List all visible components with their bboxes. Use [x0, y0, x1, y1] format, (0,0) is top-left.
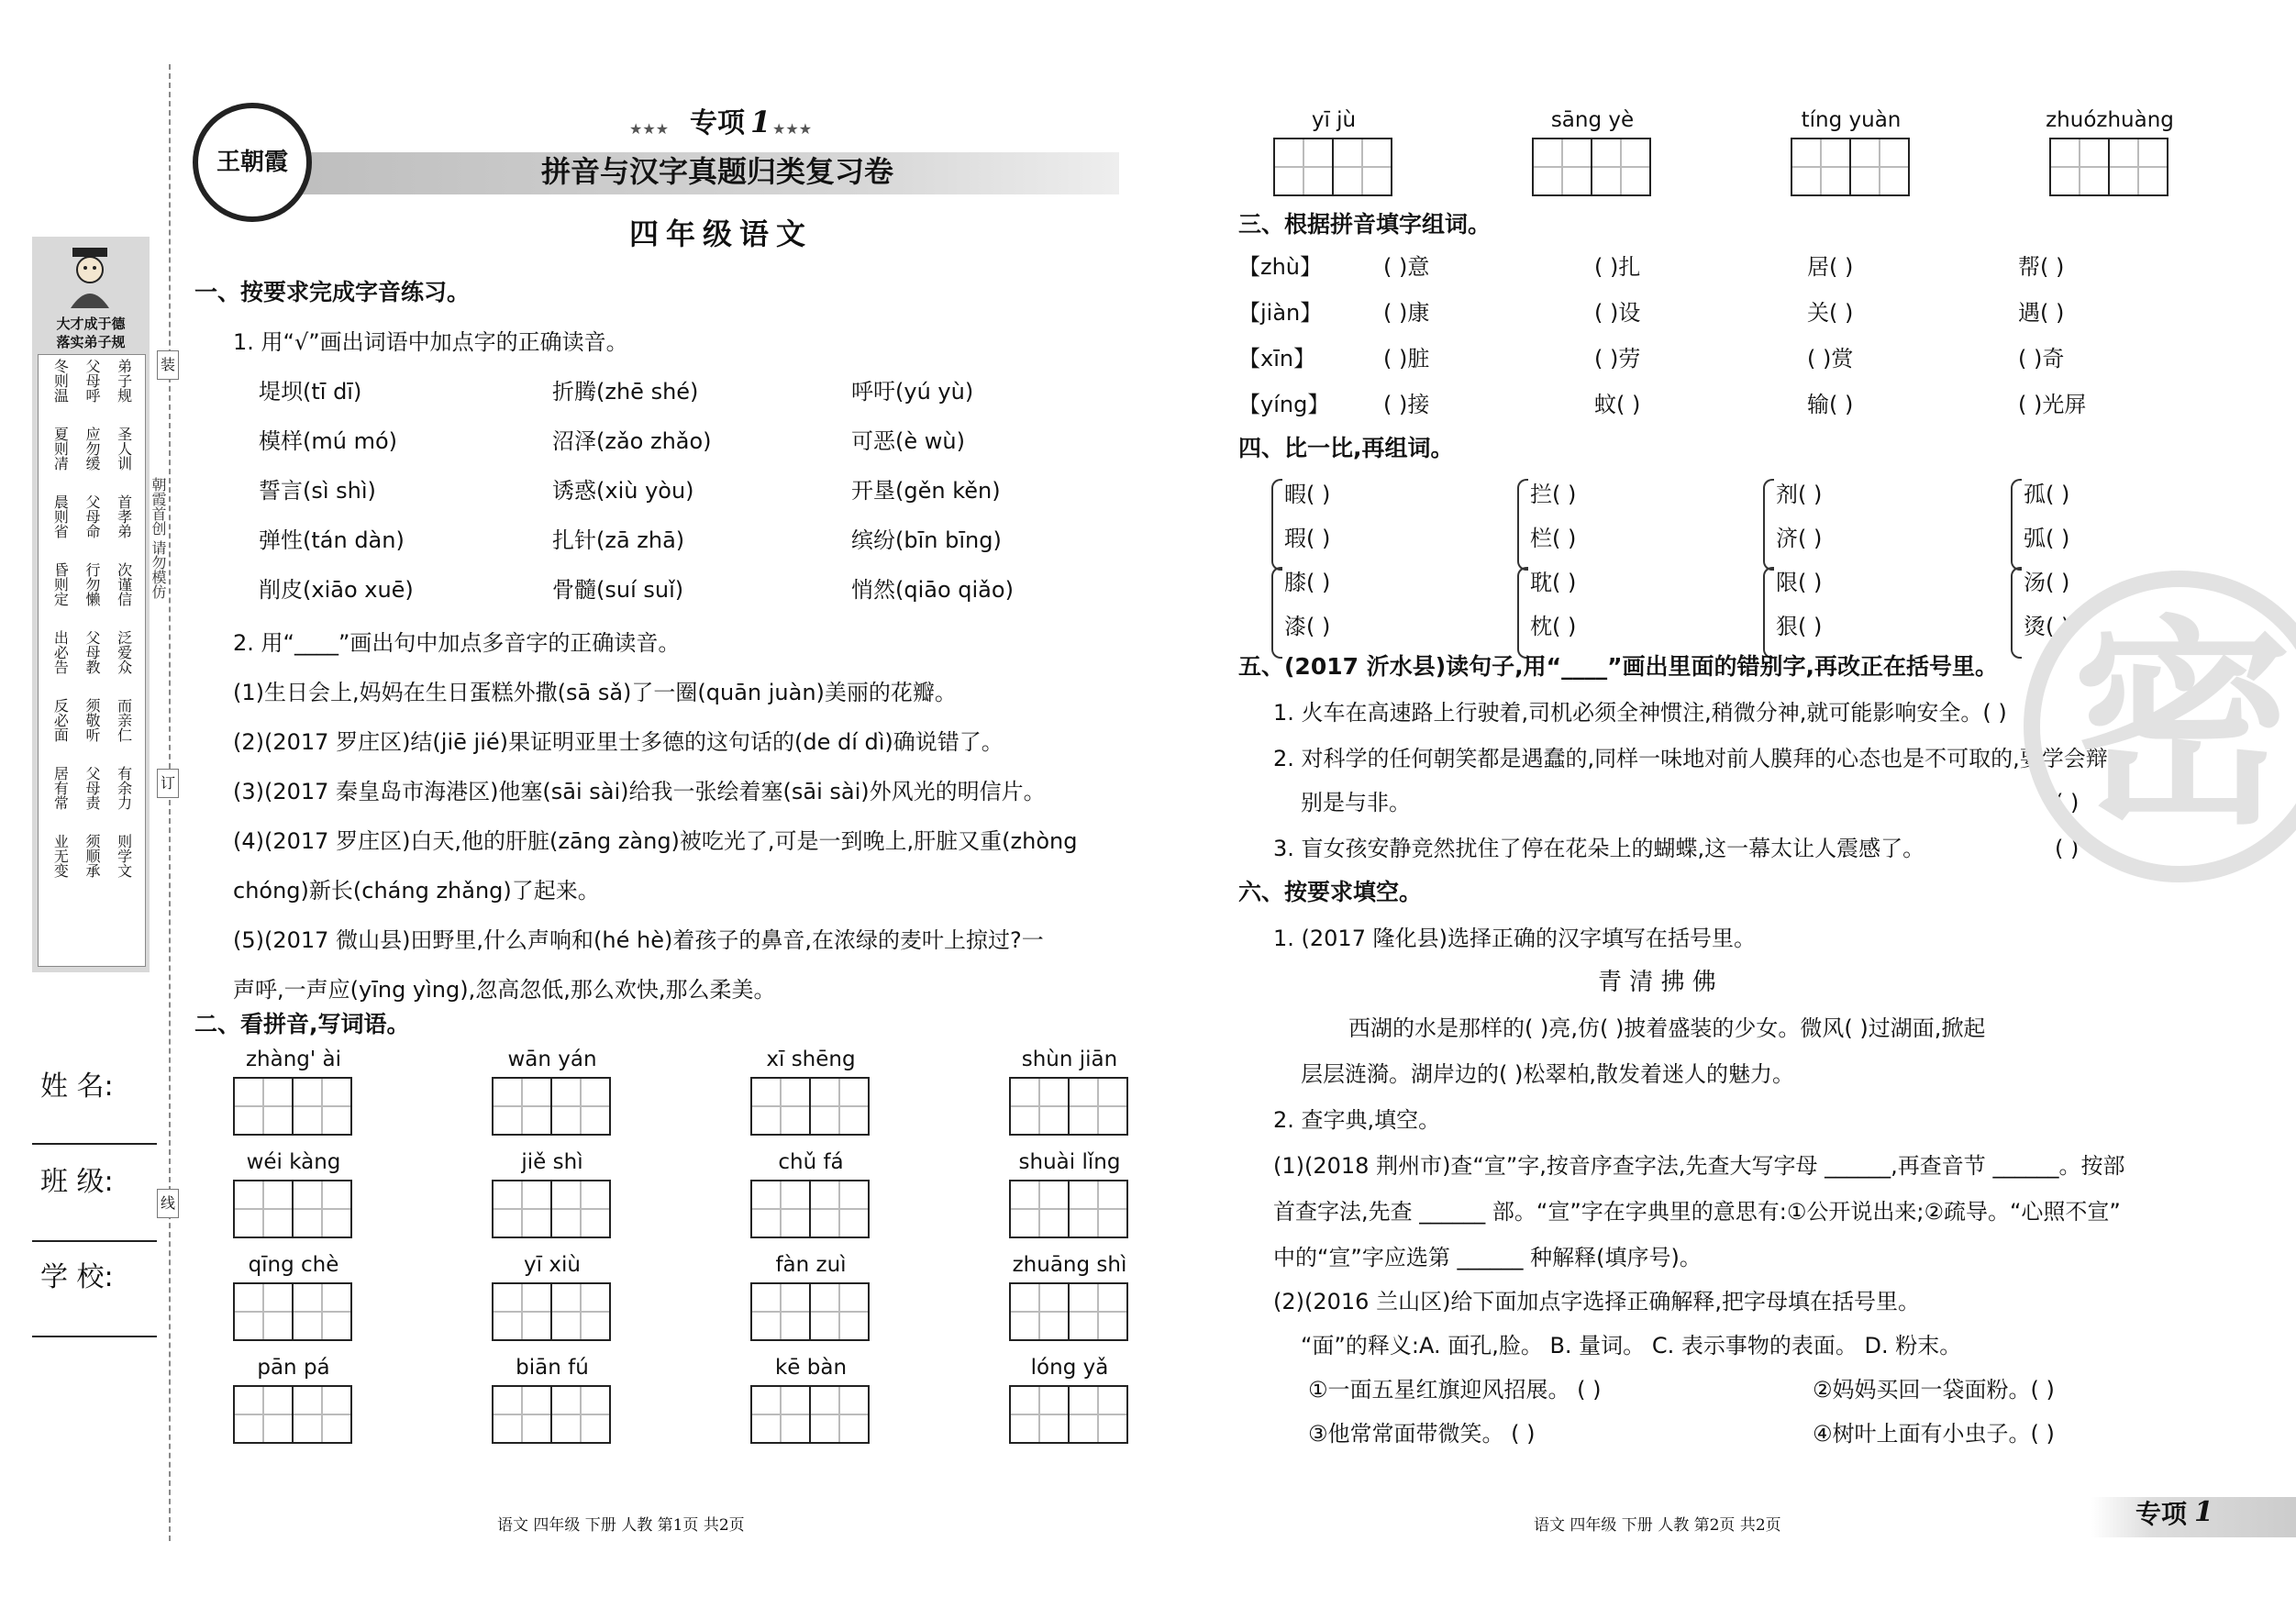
compare-word[interactable]: 汤( ) — [2024, 570, 2070, 595]
compare-word[interactable]: 剂( ) — [1776, 482, 1823, 507]
s6-q2-line-2: 首查字法,先查 ______ 部。“宣”字在字典里的意思有:①公开说出来;②疏导。“心照不宣” — [1273, 1199, 2121, 1225]
poem-phrase: 弟子规 — [115, 359, 133, 403]
pinyin-label: yī jù — [1311, 108, 1357, 132]
header-stars-left: ★★★ — [629, 120, 670, 138]
pinyin-answer-grid[interactable] — [492, 1180, 611, 1238]
pinyin-label: fàn zuì — [775, 1253, 847, 1277]
grid-cell-2[interactable] — [294, 1079, 350, 1134]
s5-sentence-2-cont: 别是与非。 — [1301, 790, 1411, 815]
pinyin-label: lóng yǎ — [1030, 1356, 1109, 1380]
q1-item: 折腾(zhē shé) — [552, 379, 699, 405]
q2-sentence: (2)(2017 罗庄区)结(jiē jié)果证明亚里士多德的这句话的(de dí dì)确说错了。 — [233, 729, 1004, 755]
grid-cell-2[interactable] — [811, 1284, 868, 1339]
poem-phrase: 次谨信 — [115, 562, 133, 606]
compare-word[interactable]: 限( ) — [1776, 570, 1823, 595]
poem-phrase: 父母教 — [83, 630, 101, 674]
grid-cell-2[interactable] — [1070, 1387, 1126, 1442]
q2-sentence: (4)(2017 罗庄区)白天,他的肝脏(zāng zàng)被吃光了,可是一到晚上,肝脏又重(zhòng — [233, 828, 1078, 854]
fill-blank[interactable]: 输( ) — [1807, 392, 1854, 417]
header-stars-right: ★★★ — [772, 120, 813, 138]
q1-item: 呼吁(yú yù) — [851, 379, 974, 405]
poem-phrase: 而亲仁 — [115, 698, 133, 742]
q2-sentence: 声呼,一声应(yīng yìng),忽高忽低,那么欢快,那么柔美。 — [233, 977, 776, 1003]
fill-blank[interactable]: 居( ) — [1807, 254, 1854, 280]
compare-brace — [1517, 479, 1528, 571]
grid-cell-1[interactable] — [235, 1284, 294, 1339]
corner-label: 专项 — [2135, 1499, 2188, 1529]
poem-phrase: 反必面 — [51, 698, 70, 742]
pinyin-label: sāng yè — [1550, 108, 1635, 132]
grid-cell-1[interactable] — [1011, 1181, 1070, 1237]
section-5-title: 五、(2017 沂水县)读句子,用“____”画出里面的错别字,再改正在括号里。 — [1238, 653, 1998, 680]
q1-item: 削皮(xiāo xuē) — [259, 577, 414, 603]
q1-item: 悄然(qiāo qiǎo) — [851, 577, 1014, 603]
fold-line — [169, 64, 171, 1541]
fill-blank[interactable]: 帮( ) — [2018, 254, 2065, 280]
pinyin-label: yī xiù — [524, 1253, 581, 1277]
s6-passage-1: 西湖的水是那样的( )亮,仿( )披着盛装的少女。微风( )过湖面,掀起 — [1348, 1015, 1986, 1041]
q1-item: 模样(mú mó) — [259, 428, 398, 454]
s6-choices: 青 清 拂 佛 — [1598, 969, 1716, 996]
q1-item: 沼泽(zǎo zhǎo) — [552, 428, 712, 454]
grid-cell-2[interactable] — [2110, 139, 2167, 194]
poem-phrase: 居有常 — [51, 766, 70, 810]
grid-cell-2[interactable] — [294, 1181, 350, 1237]
sidebar-motto-1: 大才成于德 — [56, 316, 126, 332]
pinyin-tag: 【jiàn】 — [1238, 300, 1323, 326]
grid-cell-1[interactable] — [752, 1387, 811, 1442]
grid-cell-2[interactable] — [811, 1387, 868, 1442]
pinyin-label: zhuāng shì — [1012, 1253, 1127, 1277]
pinyin-answer-grid[interactable] — [233, 1385, 352, 1444]
school-label: 学 校: — [40, 1261, 114, 1293]
s6-q2-line-1: (1)(2018 荆州市)查“宣”字,按音序查字法,先查大写字母 ______,再查音节 ______。按部 — [1273, 1153, 2125, 1179]
grid-cell-1[interactable] — [1534, 139, 1592, 194]
pinyin-label: wéi kàng — [246, 1150, 341, 1174]
grid-cell-1[interactable] — [1011, 1387, 1070, 1442]
s5-sentence-2: 2. 对科学的任何朝笑都是遇蠢的,同样一味地对前人膜拜的心态也是不可取的,要学会辩 — [1273, 746, 2108, 771]
poem-phrase: 冬则温 — [51, 359, 70, 403]
fill-blank[interactable]: ( )奇 — [2018, 346, 2065, 372]
class-field[interactable] — [32, 1240, 157, 1242]
grid-cell-1[interactable] — [494, 1284, 552, 1339]
s5-sentence-1: 1. 火车在高速路上行驶着,司机必须全神惯注,稍微分神,就可能影响安全。( ) — [1273, 700, 2007, 726]
pinyin-label: shùn jiān — [1021, 1048, 1118, 1071]
pinyin-answer-grid[interactable] — [233, 1282, 352, 1341]
grid-cell-1[interactable] — [752, 1181, 811, 1237]
grid-cell-1[interactable] — [494, 1387, 552, 1442]
fill-blank[interactable]: 关( ) — [1807, 300, 1854, 326]
pinyin-tag: 【xīn】 — [1238, 346, 1316, 372]
grid-cell-1[interactable] — [494, 1079, 552, 1134]
pinyin-answer-grid[interactable] — [750, 1077, 870, 1136]
left-page-footer: 语文 四年级 下册 人教 第1页 共2页 — [497, 1516, 745, 1535]
compare-word[interactable]: 狠( ) — [1776, 614, 1823, 639]
fill-blank[interactable]: ( )接 — [1383, 392, 1430, 417]
fill-blank[interactable]: ( )赏 — [1807, 346, 1854, 372]
grid-cell-2[interactable] — [294, 1284, 350, 1339]
compare-word[interactable]: 膝( ) — [1284, 570, 1331, 595]
fill-blank[interactable]: 遇( ) — [2018, 300, 2065, 326]
pinyin-answer-grid[interactable] — [750, 1282, 870, 1341]
pinyin-answer-grid[interactable] — [750, 1180, 870, 1238]
pinyin-label: tíng yuàn — [1801, 108, 1902, 132]
vertical-note: 朝霞首创 请勿模仿 — [150, 477, 167, 600]
compare-brace — [1271, 567, 1282, 659]
poem-phrase: 晨则省 — [51, 494, 70, 538]
grid-cell-2[interactable] — [1070, 1181, 1126, 1237]
fill-blank[interactable]: ( )扎 — [1594, 254, 1641, 280]
compare-word[interactable]: 弧( ) — [2024, 526, 2070, 551]
pinyin-answer-grid[interactable] — [492, 1282, 611, 1341]
q1-item: 诱惑(xiù yòu) — [552, 478, 694, 504]
s6-q1: 1. (2017 隆化县)选择正确的汉字填写在括号里。 — [1273, 926, 1756, 951]
right-page-footer: 语文 四年级 下册 人教 第2页 共2页 — [1534, 1516, 1781, 1535]
logo-text: 王朝霞 — [216, 149, 288, 176]
sidebar-motto-2: 落实弟子规 — [56, 334, 126, 350]
compare-brace — [2011, 567, 2022, 659]
exam-subtitle: 四年级语文 — [629, 216, 814, 251]
fold-mark-1: 装 — [157, 350, 179, 380]
poem-phrase: 须敬听 — [83, 698, 101, 742]
fill-blank[interactable]: 蚊( ) — [1594, 392, 1641, 417]
q2-instruction: 2. 用“____”画出句中加点多音字的正确读音。 — [233, 630, 681, 656]
q2-sentence: (3)(2017 秦皇岛市海港区)他塞(sāi sài)给我一张绘着塞(sāi sài)外风光的明信片。 — [233, 779, 1046, 804]
pinyin-answer-grid[interactable] — [1009, 1180, 1128, 1238]
sidebar-poem — [38, 354, 146, 967]
pinyin-answer-grid[interactable] — [750, 1385, 870, 1444]
grid-cell-1[interactable] — [1011, 1284, 1070, 1339]
s6-q2-line-4: (2)(2016 兰山区)给下面加点字选择正确解释,把字母填在括号里。 — [1273, 1289, 1921, 1314]
pinyin-answer-grid[interactable] — [492, 1077, 611, 1136]
pinyin-label: wān yán — [507, 1048, 597, 1071]
fold-mark-3: 线 — [157, 1189, 179, 1218]
poem-phrase: 首孝弟 — [115, 494, 133, 538]
compare-brace — [2011, 479, 2022, 571]
grid-cell-1[interactable] — [1011, 1079, 1070, 1134]
scholar-figure-icon — [60, 246, 120, 310]
q2-sentence: chóng)新长(cháng zhǎng)了起来。 — [233, 878, 600, 904]
grid-cell-1[interactable] — [1792, 139, 1851, 194]
section-6-title: 六、按要求填空。 — [1238, 879, 1423, 905]
grid-cell-1[interactable] — [1275, 139, 1334, 194]
poem-phrase: 出必告 — [51, 630, 70, 674]
q1-item: 堤坝(tī dī) — [259, 379, 362, 405]
grid-cell-1[interactable] — [235, 1181, 294, 1237]
s6-q2-line-3: 中的“宣”字应选第 ______ 种解释(填序号)。 — [1273, 1245, 1702, 1270]
compare-word[interactable]: 枕( ) — [1530, 614, 1577, 639]
grid-cell-2[interactable] — [1070, 1079, 1126, 1134]
q1-item: 弹性(tán dàn) — [259, 527, 405, 553]
pinyin-label: kē bàn — [774, 1356, 848, 1380]
compare-word[interactable]: 孤( ) — [2024, 482, 2070, 507]
header-number: 1 — [750, 105, 771, 139]
q1-item: 骨髓(suí suǐ) — [552, 577, 684, 603]
grid-cell-1[interactable] — [752, 1284, 811, 1339]
grid-cell-2[interactable] — [1592, 139, 1649, 194]
compare-word[interactable]: 耽( ) — [1530, 570, 1577, 595]
s5-sentence-3: 3. 盲女孩安静竞然扰住了停在花朵上的蝴蝶,这一幕太让人震感了。 — [1273, 836, 1925, 861]
exam-title: 拼音与汉字真题归类复习卷 — [541, 154, 894, 189]
pinyin-answer-grid[interactable] — [1791, 138, 1910, 196]
grid-cell-1[interactable] — [752, 1079, 811, 1134]
poem-phrase: 业无变 — [51, 834, 70, 878]
s6-option-2: ②妈妈买回一袋面粉。( ) — [1813, 1377, 2055, 1403]
poem-phrase: 父母命 — [83, 494, 101, 538]
pinyin-label: xī shēng — [766, 1048, 856, 1071]
class-label: 班 级: — [40, 1166, 114, 1198]
grid-cell-1[interactable] — [494, 1181, 552, 1237]
section-4-title: 四、比一比,再组词。 — [1238, 435, 1454, 461]
pinyin-tag: 【yíng】 — [1238, 392, 1330, 417]
pinyin-answer-grid[interactable] — [233, 1077, 352, 1136]
compare-brace — [1763, 567, 1774, 659]
pinyin-answer-grid[interactable] — [1009, 1385, 1128, 1444]
pinyin-answer-grid[interactable] — [1532, 138, 1651, 196]
pinyin-tag: 【zhù】 — [1238, 254, 1323, 280]
grid-cell-2[interactable] — [811, 1181, 868, 1237]
q1-item: 扎针(zā zhā) — [552, 527, 685, 553]
pinyin-label: chǔ fá — [778, 1150, 844, 1174]
sidebar-panel — [32, 237, 150, 972]
fill-blank[interactable]: ( )劳 — [1594, 346, 1641, 372]
poem-phrase: 行勿懒 — [83, 562, 101, 606]
pinyin-label: biān fú — [516, 1356, 589, 1380]
grid-cell-1[interactable] — [235, 1079, 294, 1134]
confidential-watermark — [2024, 571, 2296, 882]
grid-cell-1[interactable] — [2051, 139, 2110, 194]
pinyin-label: zhàng' ài — [245, 1048, 342, 1071]
compare-word[interactable]: 漆( ) — [1284, 614, 1331, 639]
poem-phrase: 圣人训 — [115, 427, 133, 471]
grid-cell-2[interactable] — [552, 1284, 609, 1339]
pinyin-label: shuài lǐng — [1018, 1150, 1121, 1174]
section-3-title: 三、根据拼音填字组词。 — [1238, 211, 1492, 238]
grid-cell-1[interactable] — [235, 1387, 294, 1442]
fill-blank[interactable]: ( )光屏 — [2018, 392, 2087, 417]
compare-word[interactable]: 暇( ) — [1284, 482, 1331, 507]
grid-cell-2[interactable] — [1851, 139, 1908, 194]
q1-item: 誓言(sì shì) — [259, 478, 376, 504]
pinyin-answer-grid[interactable] — [233, 1180, 352, 1238]
s6-option-1: ①一面五星红旗迎风招展。 ( ) — [1308, 1377, 1602, 1403]
grid-cell-2[interactable] — [552, 1181, 609, 1237]
poem-phrase: 有余力 — [115, 766, 133, 810]
poem-phrase: 须顺承 — [83, 834, 101, 878]
pinyin-label: zhuózhuàng — [2046, 108, 2174, 132]
header-label: 专项 — [690, 107, 745, 139]
pinyin-answer-grid[interactable] — [1009, 1077, 1128, 1136]
q1-instruction: 1. 用“√”画出词语中加点字的正确读音。 — [233, 329, 628, 355]
compare-word[interactable]: 济( ) — [1776, 526, 1823, 551]
q1-item: 开垦(gěn kěn) — [851, 478, 1001, 504]
q2-sentence: (5)(2017 微山县)田野里,什么声响和(hé hè)着孩子的鼻音,在浓绿的麦叶上掠过?一 — [233, 927, 1044, 953]
s6-passage-2: 层层涟漪。湖岸边的( )松翠柏,散发着迷人的魅力。 — [1301, 1061, 1794, 1087]
pinyin-answer-grid[interactable] — [2049, 138, 2168, 196]
pinyin-label: qīng chè — [248, 1253, 339, 1277]
grid-cell-2[interactable] — [294, 1387, 350, 1442]
grid-cell-2[interactable] — [552, 1079, 609, 1134]
s6-option-3: ③他常常面带微笑。 ( ) — [1308, 1421, 1536, 1447]
name-field[interactable] — [32, 1143, 157, 1145]
pinyin-answer-grid[interactable] — [492, 1385, 611, 1444]
section-1-title: 一、按要求完成字音练习。 — [194, 279, 471, 305]
poem-phrase: 则学文 — [115, 834, 133, 878]
grid-cell-2[interactable] — [552, 1387, 609, 1442]
school-field[interactable] — [32, 1336, 157, 1337]
fill-blank[interactable]: ( )脏 — [1383, 346, 1430, 372]
s6-option-4: ④树叶上面有小虫子。( ) — [1813, 1421, 2055, 1447]
watermark-character: 密 — [2071, 597, 2292, 854]
pinyin-label: pān pá — [257, 1356, 330, 1380]
grid-cell-2[interactable] — [1334, 139, 1391, 194]
grid-cell-2[interactable] — [1070, 1284, 1126, 1339]
q1-item: 缤纷(bīn bīng) — [851, 527, 1002, 553]
pinyin-answer-grid[interactable] — [1009, 1282, 1128, 1341]
fill-blank[interactable]: ( )设 — [1594, 300, 1641, 326]
q1-item: 可恶(è wù) — [851, 428, 965, 454]
fill-blank[interactable]: ( )意 — [1383, 254, 1430, 280]
s6-q2: 2. 查字典,填空。 — [1273, 1107, 1441, 1133]
fold-mark-2: 订 — [157, 769, 179, 798]
compare-word[interactable]: 瑕( ) — [1284, 526, 1331, 551]
pinyin-answer-grid[interactable] — [1273, 138, 1392, 196]
compare-brace — [1271, 479, 1282, 571]
compare-word[interactable]: 栏( ) — [1530, 526, 1577, 551]
logo-emblem — [193, 103, 312, 222]
compare-brace — [1763, 479, 1774, 571]
corner-number: 1 — [2194, 1496, 2213, 1528]
pinyin-label: jiě shì — [521, 1150, 583, 1174]
compare-brace — [1517, 567, 1528, 659]
s5-answer-3[interactable]: ( ) — [2055, 836, 2080, 861]
name-label: 姓 名: — [40, 1070, 114, 1103]
q2-sentence: (1)生日会上,妈妈在生日蛋糕外撒(sā sǎ)了一圈(quān juàn)美丽的花瓣。 — [233, 680, 957, 705]
fill-blank[interactable]: ( )康 — [1383, 300, 1430, 326]
poem-phrase: 父母呼 — [83, 359, 101, 403]
s6-q2-line-5: “面”的释义:A. 面孔,脸。 B. 量词。 C. 表示事物的表面。 D. 粉末。 — [1301, 1333, 1962, 1359]
poem-phrase: 父母责 — [83, 766, 101, 810]
compare-word[interactable]: 拦( ) — [1530, 482, 1577, 507]
poem-phrase: 昏则定 — [51, 562, 70, 606]
s5-answer-2[interactable]: ( ) — [2055, 790, 2080, 815]
grid-cell-2[interactable] — [811, 1079, 868, 1134]
poem-phrase: 泛爱众 — [115, 630, 133, 674]
section-2-title: 二、看拼音,写词语。 — [194, 1011, 410, 1037]
poem-phrase: 应勿缓 — [83, 427, 101, 471]
poem-phrase: 夏则凊 — [51, 427, 70, 471]
compare-word[interactable]: 烫( ) — [2024, 614, 2070, 639]
